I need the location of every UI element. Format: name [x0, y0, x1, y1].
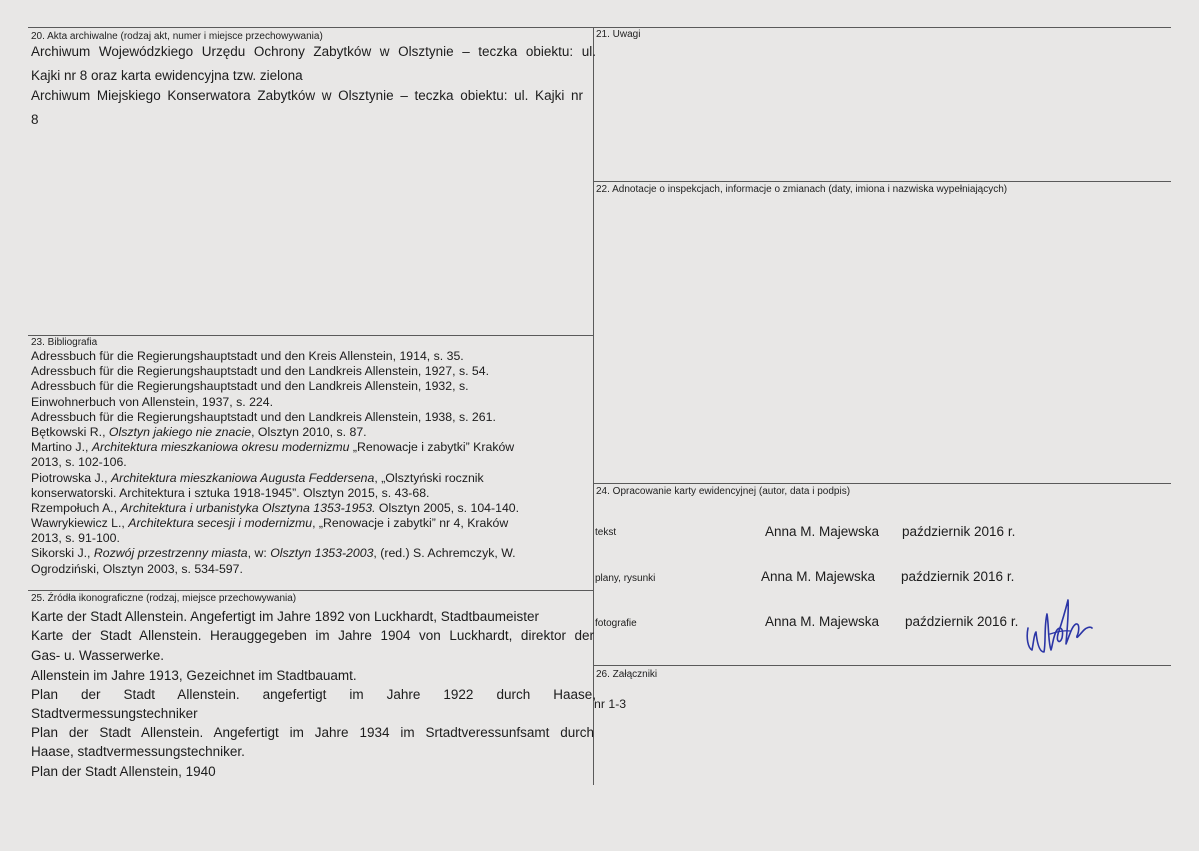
section-26-label: 26. Załączniki: [596, 669, 658, 680]
section-24-label: 24. Opracowanie karty ewidencyjnej (autor, data i podpis): [596, 486, 851, 497]
bibliography-entry-sikorski-cont: Ogrodziński, Olsztyn 2003, s. 534-597.: [31, 561, 243, 576]
bibliography-entry-piotrowska-cont: konserwatorski. Architektura i sztuka 1918-1945”. Olsztyn 2015, s. 43-68.: [31, 485, 430, 500]
iconographic-line-3: Gas- u. Wasserwerke.: [31, 648, 165, 663]
section-23-border: [28, 335, 593, 336]
section-25-border: [28, 590, 593, 591]
prep-row-plans-type: plany, rysunki: [595, 573, 656, 584]
bibliography-entry-wawrykiewicz: Wawrykiewicz L., Architektura secesji i modernizmu, „Renowacje i zabytki” nr 4, Kraków: [31, 516, 509, 531]
bibliography-entry-martino-cont: 2013, s. 102-106.: [31, 455, 127, 470]
bibliography-list: [31, 349, 519, 577]
bibliography-entry-piotrowska: Piotrowska J., Architektura mieszkaniowa Augusta Feddersena, „Olsztyński rocznik: [31, 470, 484, 485]
section-24-border: [593, 483, 1171, 484]
section-22-label: 22. Adnotacje o inspekcjach, informacje o zmianach (daty, imiona i nazwiska wypełniających): [596, 184, 1008, 195]
section-26-border: [593, 665, 1171, 666]
column-divider-line: [593, 27, 594, 785]
bibliography-entry: Adressbuch für die Regierungshauptstadt und den Landkreis Allenstein, 1927, s. 54.: [31, 364, 490, 379]
prep-row-photos-author: Anna M. Majewska: [765, 614, 880, 629]
section-21-label: 21. Uwagi: [596, 29, 641, 40]
iconographic-line-9: Plan der Stadt Allenstein, 1940: [31, 764, 216, 779]
signature-image: [1020, 590, 1100, 660]
bibliography-entry-betkowski: Bętkowski R., Olsztyn jakiego nie znacie, Olsztyn 2010, s. 87.: [31, 424, 367, 439]
bibliography-entry: Einwohnerbuch von Allenstein, 1937, s. 224.: [31, 394, 274, 409]
section-25-label: 25. Źródła ikonograficzne (rodzaj, miejsce przechowywania): [31, 593, 297, 604]
prep-row-plans-date: październik 2016 r.: [901, 569, 1015, 584]
iconographic-line-4: Allenstein im Jahre 1913, Gezeichnet im Stadtbauamt.: [31, 668, 357, 683]
bibliography-entry: Adressbuch für die Regierungshauptstadt und den Landkreis Allenstein, 1932, s.: [31, 379, 469, 394]
section-23-label: 23. Bibliografia: [31, 337, 98, 348]
bibliography-entry-rzempoluch: Rzempołuch A., Architektura i urbanistyka Olsztyna 1353-1953. Olsztyn 2005, s. 104-140.: [31, 500, 520, 515]
archival-line-4: 8: [31, 112, 39, 127]
section-20-label: 20. Akta archiwalne (rodzaj akt, numer i miejsce przechowywania): [31, 31, 323, 42]
prep-row-plans-author: Anna M. Majewska: [761, 569, 876, 584]
iconographic-line-5: Plan der Stadt Allenstein. angefertigt im Jahre 1922 durch Haase,: [31, 687, 596, 702]
iconographic-line-1: Karte der Stadt Allenstein. Angefertigt im Jahre 1892 von Luckhardt, Stadtbaumeister: [31, 609, 540, 624]
prep-row-photos-date: październik 2016 r.: [905, 614, 1019, 629]
iconographic-line-2: Karte der Stadt Allenstein. Herauggegeben im Jahre 1904 von Luckhardt, direktor der: [31, 628, 594, 643]
bibliography-entry-wawrykiewicz-cont: 2013, s. 91-100.: [31, 531, 120, 546]
prep-row-photos-type: fotografie: [595, 618, 637, 629]
iconographic-line-7: Plan der Stadt Allenstein. Angefertigt im Jahre 1934 im Srtadtveressunfsamt durch: [31, 725, 594, 740]
bibliography-entry: Adressbuch für die Regierungshauptstadt und den Kreis Allenstein, 1914, s. 35.: [31, 349, 464, 363]
top-border-line: [28, 27, 1171, 28]
prep-row-text-author: Anna M. Majewska: [765, 524, 880, 539]
bibliography-entry: Adressbuch für die Regierungshauptstadt und den Landkreis Allenstein, 1938, s. 261.: [31, 409, 496, 424]
archival-line-3: Archiwum Miejskiego Konserwatora Zabytków w Olsztynie – teczka obiektu: ul. Kajki nr: [31, 88, 583, 103]
attachments-value: nr 1-3: [594, 697, 627, 711]
prep-row-text-date: październik 2016 r.: [902, 524, 1016, 539]
archival-line-1: Archiwum Wojewódzkiego Urzędu Ochrony Zabytków w Olsztynie – teczka obiektu: ul.: [31, 44, 596, 59]
iconographic-line-8: Haase, stadtvermessungstechniker.: [31, 744, 245, 759]
iconographic-line-6: Stadtvermessungstechniker: [31, 706, 198, 721]
archival-line-2: Kajki nr 8 oraz karta ewidencyjna tzw. zielona: [31, 68, 303, 83]
bibliography-entry-sikorski: Sikorski J., Rozwój przestrzenny miasta, w: Olsztyn 1353-2003, (red.) S. Achremczyk, W.: [31, 546, 516, 561]
bibliography-entry-martino: Martino J., Architektura mieszkaniowa okresu modernizmu „Renowacje i zabytki” Kraków: [31, 440, 515, 455]
section-22-border: [593, 181, 1171, 182]
prep-row-text-type: tekst: [595, 527, 617, 538]
